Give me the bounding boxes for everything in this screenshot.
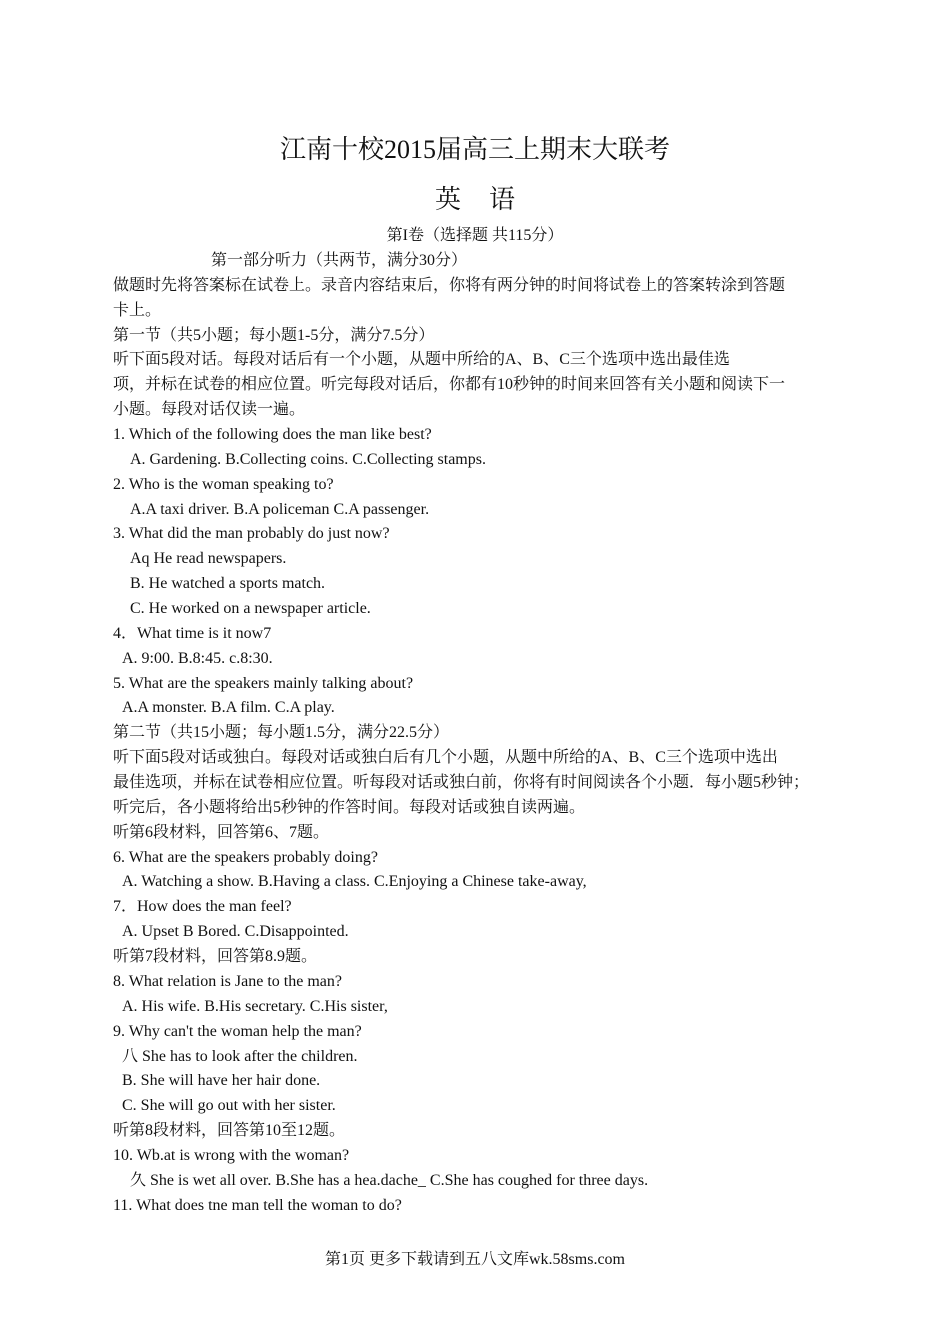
subject-heading: 英语 xyxy=(434,185,543,214)
part-heading: 第一部分听力（共两节，满分30分） xyxy=(211,252,468,269)
answer-options: A. Gardening. B.Collecting coins. C.Collecting stamps. xyxy=(130,450,486,468)
answer-option: 八 She has to look after the children. xyxy=(122,1047,358,1065)
answer-options: A.A taxi driver. B.A policeman C.A passenger. xyxy=(130,500,430,518)
question: 5. What are the speakers mainly talking about? xyxy=(113,674,414,692)
answer-options: 久 She is wet all over. B.She has a hea.dache_ C.She has coughed for three days. xyxy=(130,1171,649,1189)
volume-heading: 第I卷（选择题 共115分） xyxy=(386,227,564,244)
answer-option: B. She will have her hair done. xyxy=(122,1072,321,1090)
question: 7．How does the man feel? xyxy=(113,898,292,916)
answer-option: B. He watched a sports match. xyxy=(130,575,326,593)
answer-options: A. Watching a show. B.Having a class. C.Enjoying a Chinese take-away, xyxy=(122,873,587,891)
question: 2. Who is the woman speaking to? xyxy=(113,475,334,493)
page-footer: 第1页 更多下载请到五八文库wk.58sms.com xyxy=(324,1251,625,1268)
answer-option: C. He worked on a newspaper article. xyxy=(130,600,371,618)
section-heading: 第二节（共15小题；每小题1.5分，满分22.5分） xyxy=(113,724,450,742)
answer-options: A. 9:00. B.8:45. c.8:30. xyxy=(122,649,273,667)
answer-options: A.A monster. B.A film. C.A play. xyxy=(122,699,335,717)
question: 8. What relation is Jane to the man? xyxy=(113,972,342,990)
question: 1. Which of the following does the man like best? xyxy=(113,426,432,444)
instruction-line: 小题。每段对话仅读一遍。 xyxy=(113,401,306,419)
material-heading: 听第7段材料，回答第8.9题。 xyxy=(113,948,318,966)
instruction-line: 做题时先将答案标在试卷上。录音内容结束后，你将有两分钟的时间将试卷上的答案转涂到答题 xyxy=(113,276,786,294)
question: 3. What did the man probably do just now? xyxy=(113,525,390,543)
answer-option: Aq He read newspapers. xyxy=(130,550,287,568)
section-heading: 第一节（共5小题；每小题1-5分，满分7.5分） xyxy=(113,326,435,344)
instruction-line: 听完后，各小题将给出5秒钟的作答时间。每段对话或独自读两遍。 xyxy=(113,798,586,816)
question: 9. Why can't the woman help the man? xyxy=(113,1022,362,1040)
material-heading: 听第6段材料，回答第6、7题。 xyxy=(113,823,330,841)
instruction-line: 听下面5段对话。每段对话后有一个小题，从题中所给的A、B、C三个选项中选出最佳选 xyxy=(113,351,730,369)
exam-title: 江南十校2015届高三上期末大联考 xyxy=(279,135,670,164)
answer-option: C. She will go out with her sister. xyxy=(122,1097,336,1115)
answer-options: A. Upset B Bored. C.Disappointed. xyxy=(122,923,349,941)
instruction-line: 最佳选项，并标在试卷相应位置。听每段对话或独白前，你将有时间阅读各个小题．每小题5秒钟； xyxy=(113,774,810,792)
instruction-line: 听下面5段对话或独白。每段对话或独白后有几个小题，从题中所给的A、B、C三个选项中选出 xyxy=(113,749,778,767)
answer-options: A. His wife. B.His secretary. C.His sister, xyxy=(122,997,388,1015)
question: 4．What time is it now7 xyxy=(113,624,272,642)
instruction-line: 卡上。 xyxy=(113,301,162,319)
exam-body xyxy=(113,249,853,1219)
question: 11. What does tne man tell the woman to do? xyxy=(113,1196,402,1214)
material-heading: 听第8段材料，回答第10至12题。 xyxy=(113,1122,346,1140)
instruction-line: 项，并标在试卷的相应位置。听完每段对话后，你都有10秒钟的时间来回答有关小题和阅读下一 xyxy=(113,376,786,394)
question: 6. What are the speakers probably doing? xyxy=(113,848,378,866)
question: 10. Wb.at is wrong with the woman? xyxy=(113,1146,350,1164)
